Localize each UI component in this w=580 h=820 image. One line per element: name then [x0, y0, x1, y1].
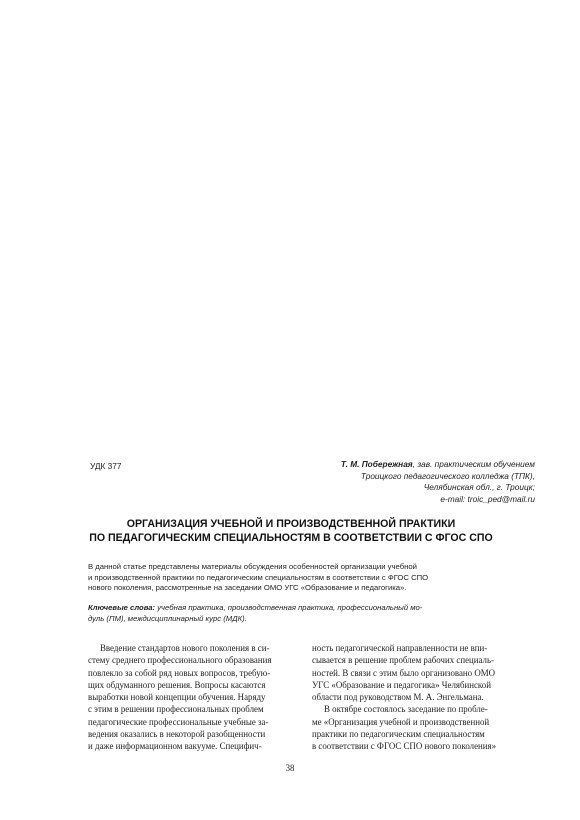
- body-line: выработки новой концепции обучения. Наряду: [88, 692, 266, 703]
- body-line: и даже информационном вакууме. Специфич-: [88, 741, 262, 752]
- author-email: e-mail: troic_ped@mail.ru: [440, 493, 535, 504]
- body-line: ностей. В связи с этим было организовано ОМО: [312, 667, 496, 678]
- body-line: стему среднего профессионального образования: [88, 655, 272, 666]
- body-line: с этим в решении профессиональных проблем: [88, 704, 264, 715]
- body-line: ведения оказались в некоторой разобщенности: [88, 729, 266, 740]
- body-line: педагогические профессиональные учебные за-: [88, 716, 269, 727]
- keywords-line-1: [88, 603, 533, 614]
- abstract-line-3: нового поколения, рассмотренные на заседании ОМО УГС «Образование и педагогика».: [88, 583, 407, 592]
- keywords-label: Ключевые слова:: [88, 603, 156, 612]
- body-line: сывается в решение проблем рабочих специаль-: [312, 655, 494, 666]
- body-line: повлекло за собой ряд новых вопросов, требую-: [88, 667, 271, 678]
- body-line: практики по педагогическим специальностям: [312, 729, 485, 740]
- body-line: ность педагогической направленности не впи-: [312, 643, 488, 653]
- author-first-line: [235, 459, 535, 471]
- udk-code: УДК 377: [90, 461, 122, 471]
- title-line-2: ПО ПЕДАГОГИЧЕСКИМ СПЕЦИАЛЬНОСТЯМ В СООТВЕТСТВИИ С ФГОС СПО: [89, 532, 493, 544]
- body-column-left: [88, 642, 302, 753]
- author-position: , зав. практическим обучением: [412, 459, 535, 469]
- author-name: Т. М. Побережная: [340, 459, 413, 469]
- keywords-text-1: учебная практика, производственная практика, профессиональный мо-: [155, 603, 423, 612]
- body-line: в соответствии с ФГОС СПО нового поколения»: [312, 741, 497, 752]
- abstract-line-2: и производственной практики по педагогическим специальностям в соответствии с ФГОС СПО: [88, 572, 429, 582]
- abstract: [88, 562, 533, 594]
- body-line: щих обдуманного решения. Вопросы касаются: [88, 679, 266, 690]
- body-line: Введение стандартов нового поколения в си-: [100, 643, 270, 653]
- keywords-text-2: дуль (ПМ), междисциплинарный курс (МДК).: [88, 613, 247, 623]
- article-title: [56, 517, 526, 545]
- body-column-right: [312, 642, 534, 753]
- body-line: ме «Организация учебной и производственной: [312, 716, 490, 727]
- page-number: 38: [285, 763, 295, 773]
- body-line: области под руководством М. А. Энгельмана.: [312, 692, 484, 703]
- body-line: В октябре состоялось заседание по пробле-: [324, 704, 488, 715]
- abstract-line-1: В данной статье представлены материалы обсуждения особенностей организации учебной: [88, 562, 417, 571]
- author-affiliation: Троицкого педагогического колледжа (ТПК),: [360, 470, 535, 481]
- author-block: [235, 459, 535, 505]
- title-line-1: ОРГАНИЗАЦИЯ УЧЕБНОЙ И ПРОИЗВОДСТВЕННОЙ ПРАКТИКИ: [126, 518, 456, 530]
- author-location: Челябинская обл., г. Троицк;: [423, 482, 535, 492]
- body-line: УГС «Образование и педагогика» Челябинской: [312, 679, 491, 690]
- keywords: [88, 603, 533, 624]
